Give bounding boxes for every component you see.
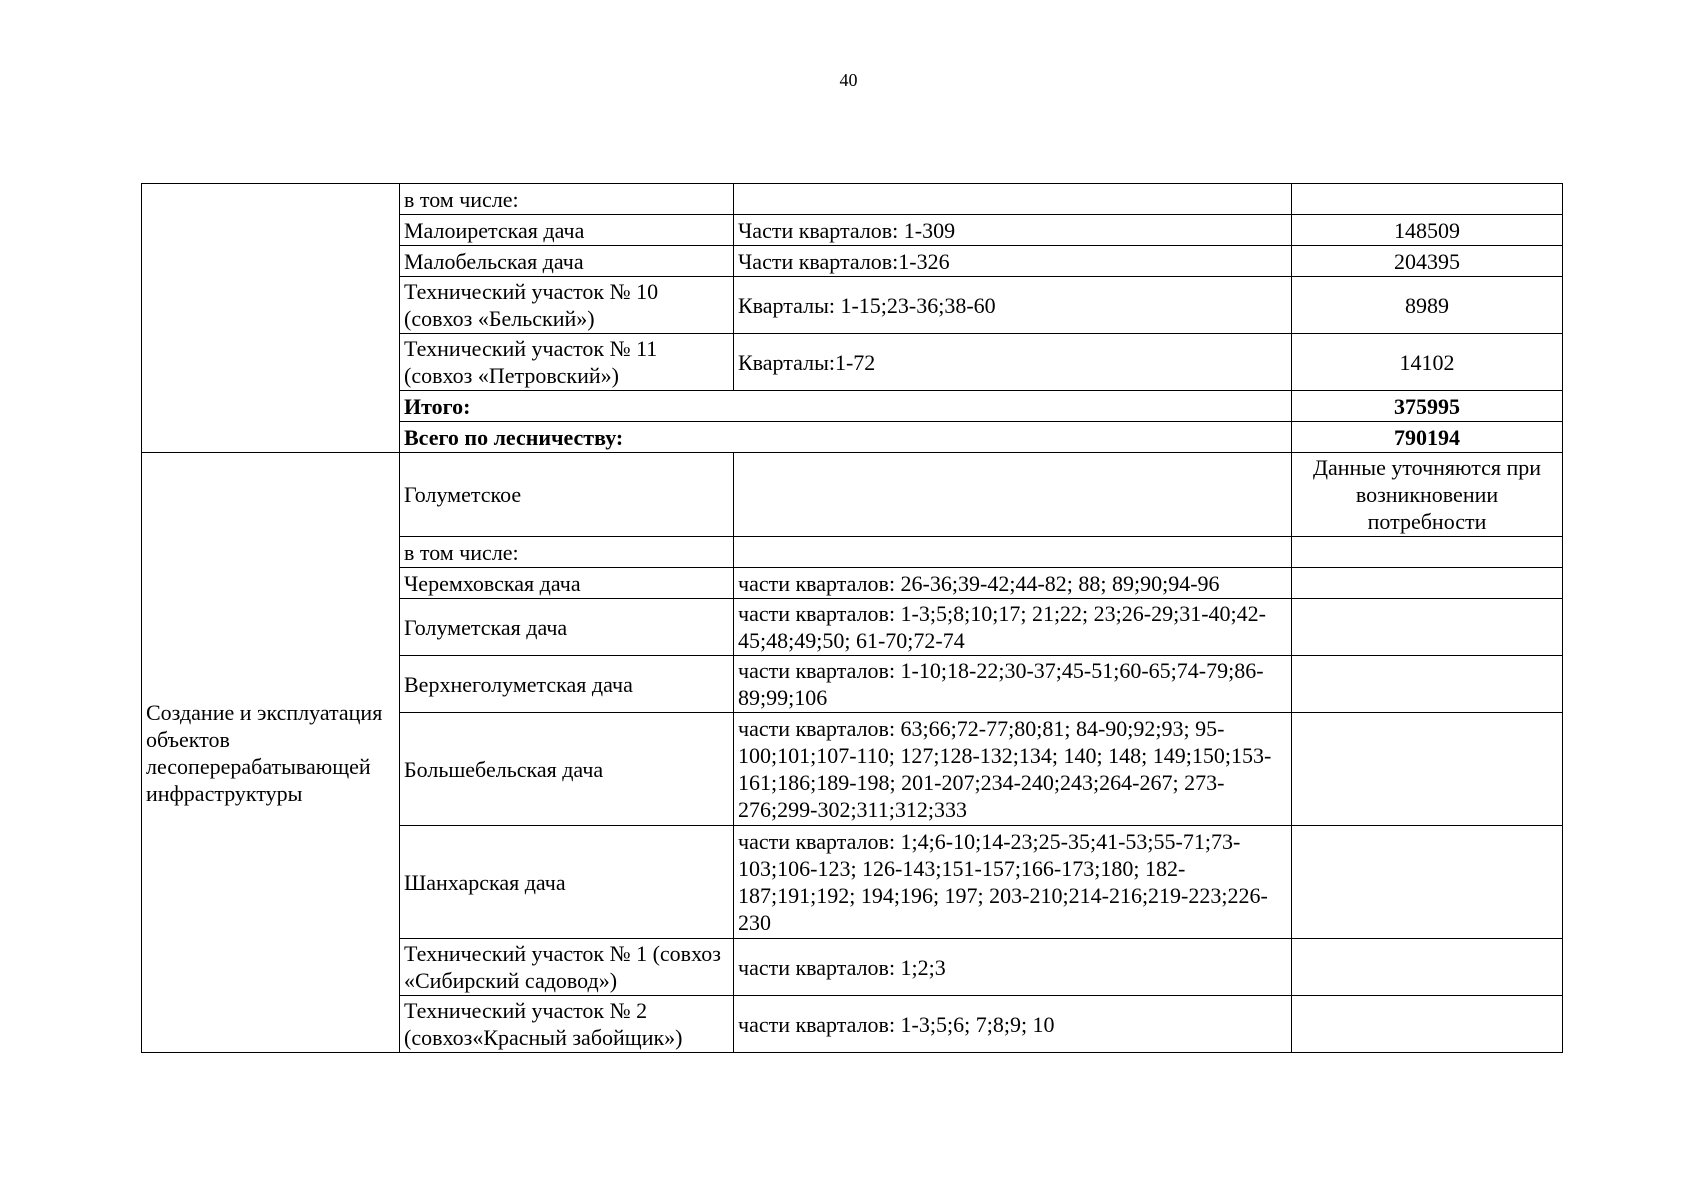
area-cell: 204395: [1292, 246, 1563, 277]
subdivision-name: в том числе:: [400, 537, 734, 568]
quarters-cell: части кварталов: 26-36;39-42;44-82; 88; 89;90;94-96: [734, 568, 1292, 599]
quarters-cell: [734, 184, 1292, 215]
page-number: 40: [839, 70, 858, 90]
subdivision-name: Малобельская дача: [400, 246, 734, 277]
area-cell: [1292, 568, 1563, 599]
subdivision-name: Большебельская дача: [400, 713, 734, 826]
forest-use-table: [141, 183, 1563, 1053]
forestry-name: Голуметское: [400, 453, 734, 537]
area-cell: [1292, 656, 1563, 713]
quarters-cell: Части кварталов: 1-309: [734, 215, 1292, 246]
table-row: [142, 453, 1563, 537]
subdivision-name: Верхнеголуметская дача: [400, 656, 734, 713]
purpose-cell: Создание и эксплуатация объектов лесоперерабатывающей инфраструктуры: [142, 453, 400, 1053]
quarters-cell: части кварталов: 1;4;6-10;14-23;25-35;41-53;55-71;73-103;106-123; 126-143;151-157;166-173;180; 182-187;191;192; 194;196; 197; 203-210;214-216;219-223;226-230: [734, 826, 1292, 939]
area-cell: [1292, 826, 1563, 939]
purpose-cell-empty: [142, 184, 400, 453]
quarters-cell: Кварталы:1-72: [734, 334, 1292, 391]
forestry-note: Данные уточняются при возникновении потребности: [1292, 453, 1563, 537]
area-cell: [1292, 713, 1563, 826]
total-label: Итого:: [400, 391, 1292, 422]
area-cell: [1292, 599, 1563, 656]
subdivision-name: Технический участок № 10 (совхоз «Бельский»): [400, 277, 734, 334]
grand-total-label: Всего по лесничеству:: [400, 422, 1292, 453]
subdivision-name: Шанхарская дача: [400, 826, 734, 939]
area-cell: 8989: [1292, 277, 1563, 334]
area-cell: [1292, 996, 1563, 1053]
quarters-cell: части кварталов: 63;66;72-77;80;81; 84-90;92;93; 95-100;101;107-110; 127;128-132;134; 140; 148; 149;150;153-161;186;189-198; 201-207;234-240;243;264-267; 273-276;299-302;311;312;333: [734, 713, 1292, 826]
quarters-cell: части кварталов: 1-10;18-22;30-37;45-51;60-65;74-79;86-89;99;106: [734, 656, 1292, 713]
total-value: 375995: [1292, 391, 1563, 422]
quarters-cell: части кварталов: 1;2;3: [734, 939, 1292, 996]
quarters-cell: [734, 537, 1292, 568]
quarters-cell: Кварталы: 1-15;23-36;38-60: [734, 277, 1292, 334]
area-cell: [1292, 537, 1563, 568]
subdivision-name: Технический участок № 1 (совхоз «Сибирский садовод»): [400, 939, 734, 996]
subdivision-name: в том числе:: [400, 184, 734, 215]
area-cell: 148509: [1292, 215, 1563, 246]
subdivision-name: Малоиретская дача: [400, 215, 734, 246]
area-cell: 14102: [1292, 334, 1563, 391]
area-cell: [1292, 939, 1563, 996]
area-cell: [1292, 184, 1563, 215]
subdivision-name: Технический участок № 11 (совхоз «Петровский»): [400, 334, 734, 391]
quarters-cell: Части кварталов:1-326: [734, 246, 1292, 277]
quarters-cell: части кварталов: 1-3;5;6; 7;8;9; 10: [734, 996, 1292, 1053]
subdivision-name: Технический участок № 2 (совхоз«Красный забойщик»): [400, 996, 734, 1053]
quarters-cell: части кварталов: 1-3;5;8;10;17; 21;22; 23;26-29;31-40;42-45;48;49;50; 61-70;72-74: [734, 599, 1292, 656]
subdivision-name: Черемховская дача: [400, 568, 734, 599]
subdivision-name: Голуметская дача: [400, 599, 734, 656]
grand-total-value: 790194: [1292, 422, 1563, 453]
table-row: [142, 184, 1563, 215]
quarters-cell: [734, 453, 1292, 537]
